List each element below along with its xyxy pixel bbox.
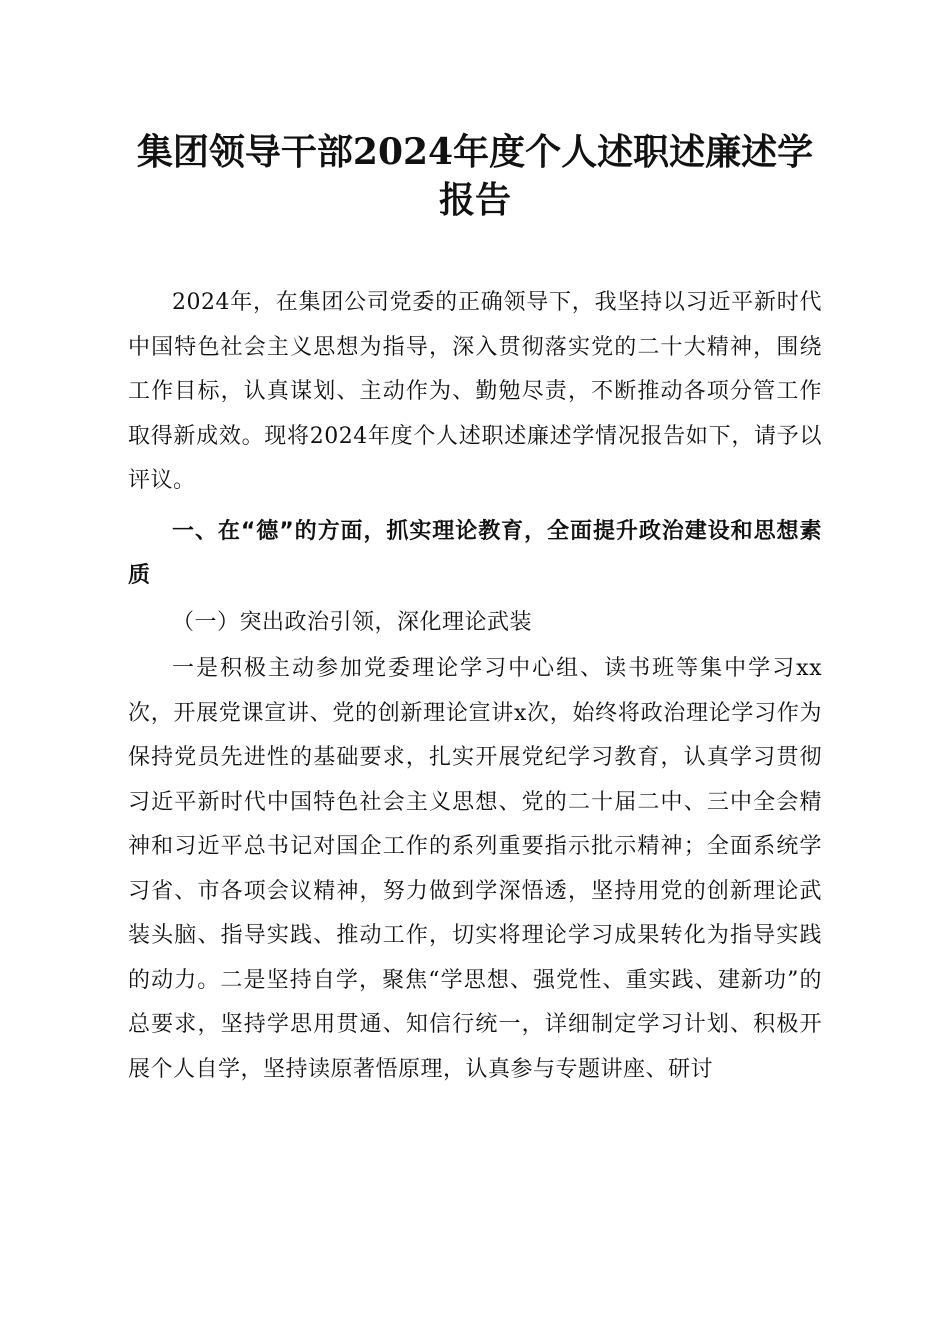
document-title: 集团领导干部2024年度个人述职述廉述学报告 bbox=[136, 131, 814, 221]
section-heading: 一、在“德”的方面，抓实理论教育，全面提升政治建设和思想素质 bbox=[128, 518, 822, 588]
document-body bbox=[128, 281, 822, 1092]
body-paragraph: 一是积极主动参加党委理论学习中心组、读书班等集中学习xx次，开展党课宣讲、党的创新理论宣讲x次，始终将政治理论学习作为保持党员先进性的基础要求，扎实开展党纪学习教育，认真学习贯彻习近平新时代中国特色社会主义思想、党的二十届二中、三中全会精神和习近平总书记对国企工作的系列重要指示批示精神；全面系统学习省、市各项会议精神，努力做到学深悟透，坚持用党的创新理论武装头脑、指导实践、推动工作，切实将理论学习成果转化为指导实践的动力。二是坚持自学，聚焦“学思想、强党性、重实践、建新功”的总要求，坚持学思用贯通、知信行统一，详细制定学习计划、积极开展个人自学，坚持读原著悟原理，认真参与专题讲座、研讨 bbox=[128, 656, 822, 1082]
intro-paragraph: 2024年，在集团公司党委的正确领导下，我坚持以习近平新时代中国特色社会主义思想为指导，深入贯彻落实党的二十大精神，围绕工作目标，认真谋划、主动作为、勤勉尽责，不断推动各项分管工作取得新成效。现将2024年度个人述职述廉述学情况报告如下，请予以评议。 bbox=[128, 290, 822, 493]
subsection-heading: （一）突出政治引领，深化理论武装 bbox=[172, 609, 533, 635]
